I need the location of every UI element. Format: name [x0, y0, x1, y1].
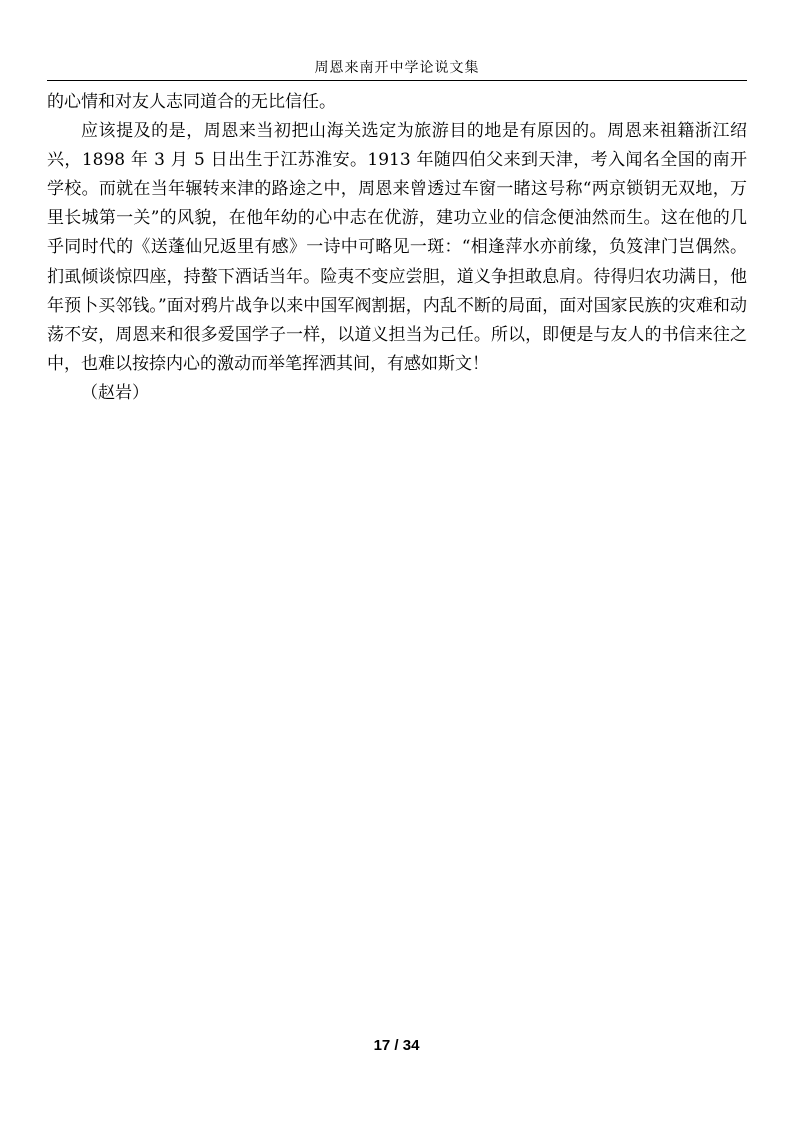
author-attribution: （赵岩） — [81, 382, 149, 403]
running-header: 周恩来南开中学论说文集 — [314, 60, 480, 76]
page-number: 17 / 34 — [373, 1037, 420, 1054]
continuation-paragraph: 的心情和对友人志同道合的无比信任。 — [47, 92, 336, 112]
main-text — [47, 88, 747, 408]
body-paragraph: 应该提及的是，周恩来当初把山海关选定为旅游目的地是有原因的。周恩来祖籍浙江绍兴，1898 年 3 月 5 日出生于江苏淮安。1913 年随四伯父来到天津，考入闻名全国的南开学校。而就在当年辗转来津的路途之中，周恩来曾透过车窗一睹这号称“两京锁钥无双地，万里长城第一关”的风貌，在他年幼的心中志在优游，建功立业的信念便油然而生。这在他的几乎同时代的《送蓬仙兄返里有感》一诗中可略见一斑：“相逢萍水亦前缘，负笈津门岂偶然。扪虱倾谈惊四座，持螯下酒话当年。险夷不变应尝胆，道义争担敢息肩。待得归农功满日，他年预卜买邻钱。”面对鸦片战争以来中国军阀割据，内乱不断的局面，面对国家民族的灾难和动荡不安，周恩来和很多爱国学子一样，以道义担当为己任。所以，即便是与友人的书信来往之中，也难以按捺内心的激动而举笔挥洒其间，有感如斯文！ — [47, 121, 747, 374]
header-divider — [47, 80, 747, 81]
